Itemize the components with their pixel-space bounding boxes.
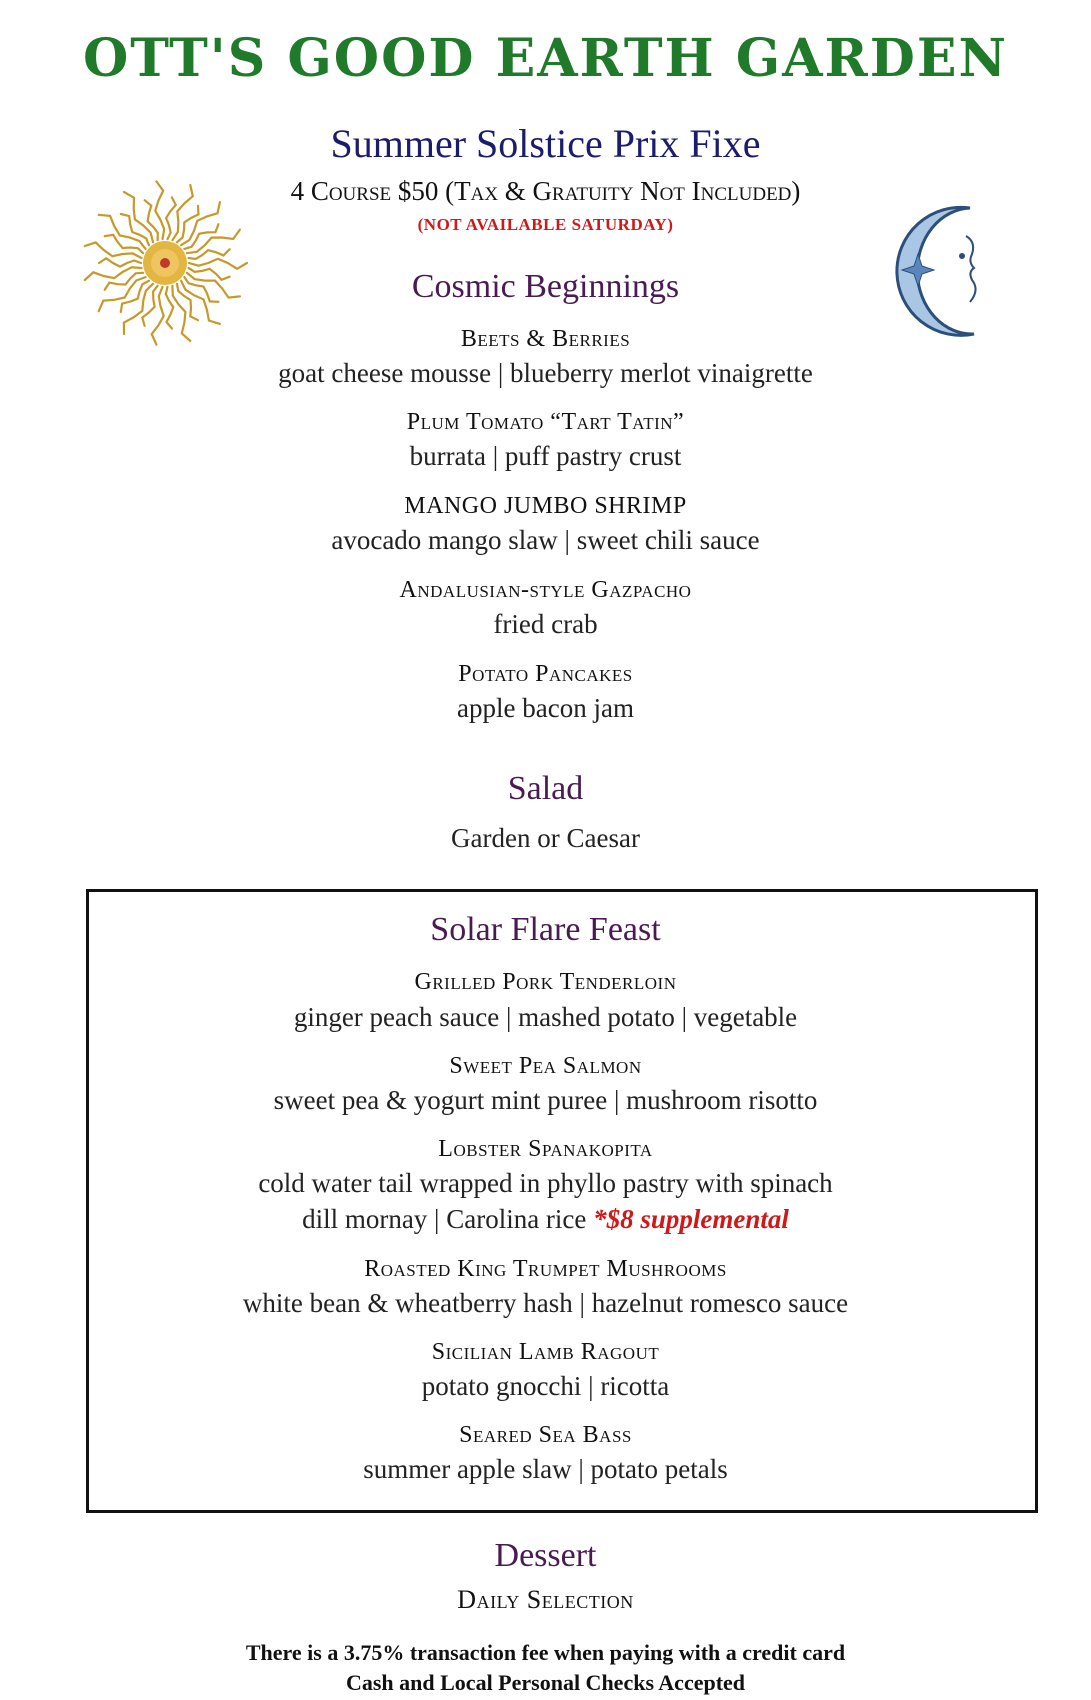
sun-ray (99, 258, 141, 266)
item-name: Grilled Pork Tenderloin (414, 969, 677, 995)
restaurant-name: OTT'S GOOD EARTH GARDEN (82, 28, 1009, 89)
item-description: goat cheese mousse | blueberry merlot vinaigrette (278, 358, 813, 388)
credit-card-fee-note: There is a 3.75% transaction fee when paying with a credit card (245, 1640, 846, 1665)
item-description: avocado mango slaw | sweet chili sauce (331, 525, 760, 555)
section-title-dessert: Dessert (494, 1537, 597, 1574)
section-title-cosmic-beginnings: Cosmic Beginnings (411, 268, 680, 305)
sun-ray (99, 215, 146, 249)
sun-icon (80, 178, 250, 348)
supplement-note: *$8 supplemental (593, 1204, 789, 1234)
salad-description: Garden or Caesar (451, 823, 640, 853)
sun-ray (181, 202, 220, 245)
sun-ray (189, 249, 230, 259)
item-description: ginger peach sauce | mashed potato | vegetable (293, 1002, 798, 1032)
item-description-line2 (0, 1204, 1091, 1235)
item-description: potato gnocchi | ricotta (421, 1371, 670, 1401)
item-name: Lobster Spanakopita (438, 1136, 653, 1162)
menu-title: Summer Solstice Prix Fixe (330, 121, 761, 166)
item-name: Beets & Berries (460, 326, 631, 352)
item-description: burrata | puff pastry crust (409, 441, 682, 471)
item-description: white bean & wheatberry hash | hazelnut romesco sauce (242, 1288, 849, 1318)
payment-note: Cash and Local Personal Checks Accepted (345, 1670, 746, 1695)
availability-note: (NOT AVAILABLE SATURDAY) (417, 215, 674, 234)
item-name: Sicilian Lamb Ragout (431, 1339, 660, 1365)
sun-ray (166, 197, 176, 239)
item-name: Seared Sea Bass (459, 1422, 632, 1448)
item-name: Sweet Pea Salmon (449, 1053, 642, 1079)
item-description: fried crab (493, 609, 598, 639)
item-name: Potato Pancakes (458, 661, 633, 687)
section-title-solar-flare-feast: Solar Flare Feast (430, 911, 661, 948)
item-name: Roasted King Trumpet Mushrooms (364, 1256, 727, 1282)
dessert-description: Daily Selection (457, 1585, 634, 1614)
item-description: summer apple slaw | potato petals (363, 1454, 728, 1484)
item-name: Andalusian-style Gazpacho (399, 577, 692, 603)
item-description: sweet pea & yogurt mint puree | mushroom risotto (273, 1085, 818, 1115)
item-name: MANGO JUMBO SHRIMP (404, 493, 687, 519)
item-name: Plum Tomato “Tart Tatin” (406, 409, 685, 435)
item-description: apple bacon jam (457, 693, 634, 723)
item-description: cold water tail wrapped in phyllo pastry with spinach (258, 1168, 833, 1198)
section-title-salad: Salad (507, 770, 584, 807)
sun-ray (85, 242, 142, 258)
item-description-continued: dill mornay | Carolina rice (302, 1204, 587, 1234)
price-line: 4 Course $50 (Tax & Gratuity Not Included) (290, 176, 801, 206)
sun-ray (105, 235, 143, 253)
